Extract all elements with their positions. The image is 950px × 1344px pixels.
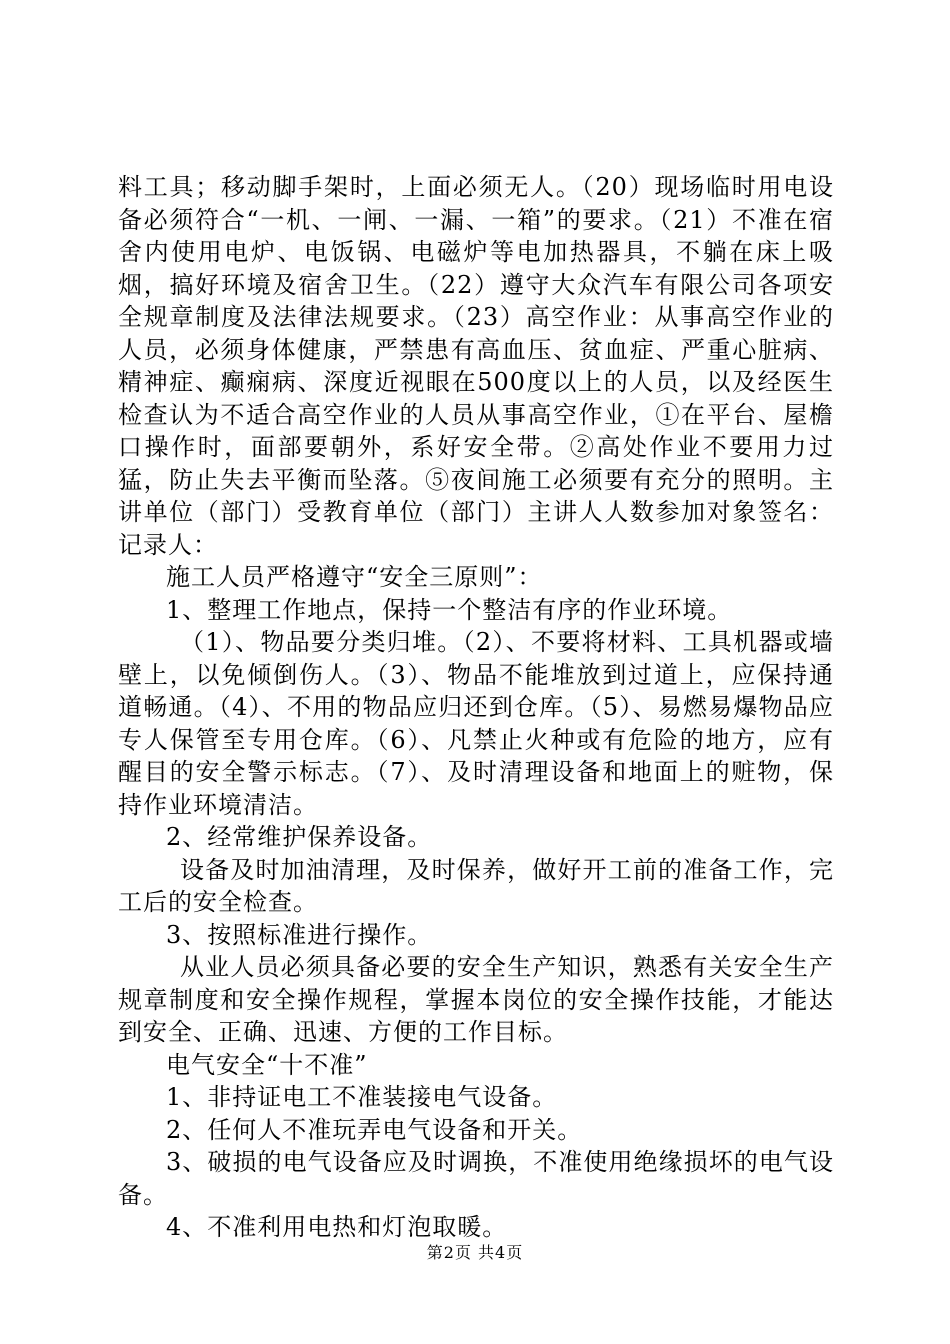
document-body xyxy=(118,171,834,1244)
paragraph-3: 1、整理工作地点，保持一个整洁有序的作业环境。 xyxy=(166,595,733,624)
page-footer xyxy=(0,1240,950,1263)
paragraph-9: 电气安全“十不准” xyxy=(166,1050,368,1079)
page-number-label: 第2页 共4页 xyxy=(426,1243,524,1262)
paragraph-11: 2、任何人不准玩弄电气设备和开关。 xyxy=(166,1115,583,1144)
paragraph-13: 4、不准利用电热和灯泡取暖。 xyxy=(166,1213,508,1241)
paragraph-7: 3、按照标准进行操作。 xyxy=(166,920,433,949)
paragraph-12: 3、破损的电气设备应及时调换，不准使用绝缘损坏的电气设备。 xyxy=(118,1148,834,1209)
paragraph-5: 2、经常维护保养设备。 xyxy=(166,823,433,851)
paragraph-4: （1）、物品要分类归堆。（2）、不要将材料、工具机器或墙壁上，以免倾倒伤人。（3）、物品不能堆放到过道上，应保持通道畅通。（4）、不用的物品应归还到仓库。（5）、易燃易爆物品应专人保管至专用仓库。（6）、凡禁止火种或有危险的地方，应有醒目的安全警示标志。（7）、及时清理设备和地面上的赃物，保持作业环境清洁。 xyxy=(118,628,834,819)
paragraph-6: 设备及时加油清理，及时保养，做好开工前的准备工作，完工后的安全检查。 xyxy=(118,855,834,916)
paragraph-2: 施工人员严格遵守“安全三原则”： xyxy=(166,563,543,591)
paragraph-8: 从业人员必须具备必要的安全生产知识，熟悉有关安全生产规章制度和安全操作规程，掌握本岗位的安全操作技能，才能达到安全、正确、迅速、方便的工作目标。 xyxy=(118,953,834,1046)
paragraph-1: 料工具；移动脚手架时，上面必须无人。（20）现场临时用电设备必须符合“一机、一闸、一漏、一箱”的要求。（21）不准在宿舍内使用电炉、电饭锅、电磁炉等电加热器具，不躺在床上吸烟，搞好环境及宿舍卫生。（22）遵守大众汽车有限公司各项安全规章制度及法律法规要求。（23）高空作业：从事高空作业的人员，必须身体健康，严禁患有高血压、贫血症、严重心脏病、精神症、癫痫病、深度近视眼在500度以上的人员，以及经医生检查认为不适合高空作业的人员从事高空作业，①在平台、屋檐口操作时，面部要朝外，系好安全带。②高处作业不要用力过猛，防止失去平衡而坠落。⑤夜间施工必须要有充分的照明。主讲单位（部门）受教育单位（部门）主讲人人数参加对象签名：记录人： xyxy=(118,173,834,559)
paragraph-10: 1、非持证电工不准装接电气设备。 xyxy=(166,1083,558,1111)
